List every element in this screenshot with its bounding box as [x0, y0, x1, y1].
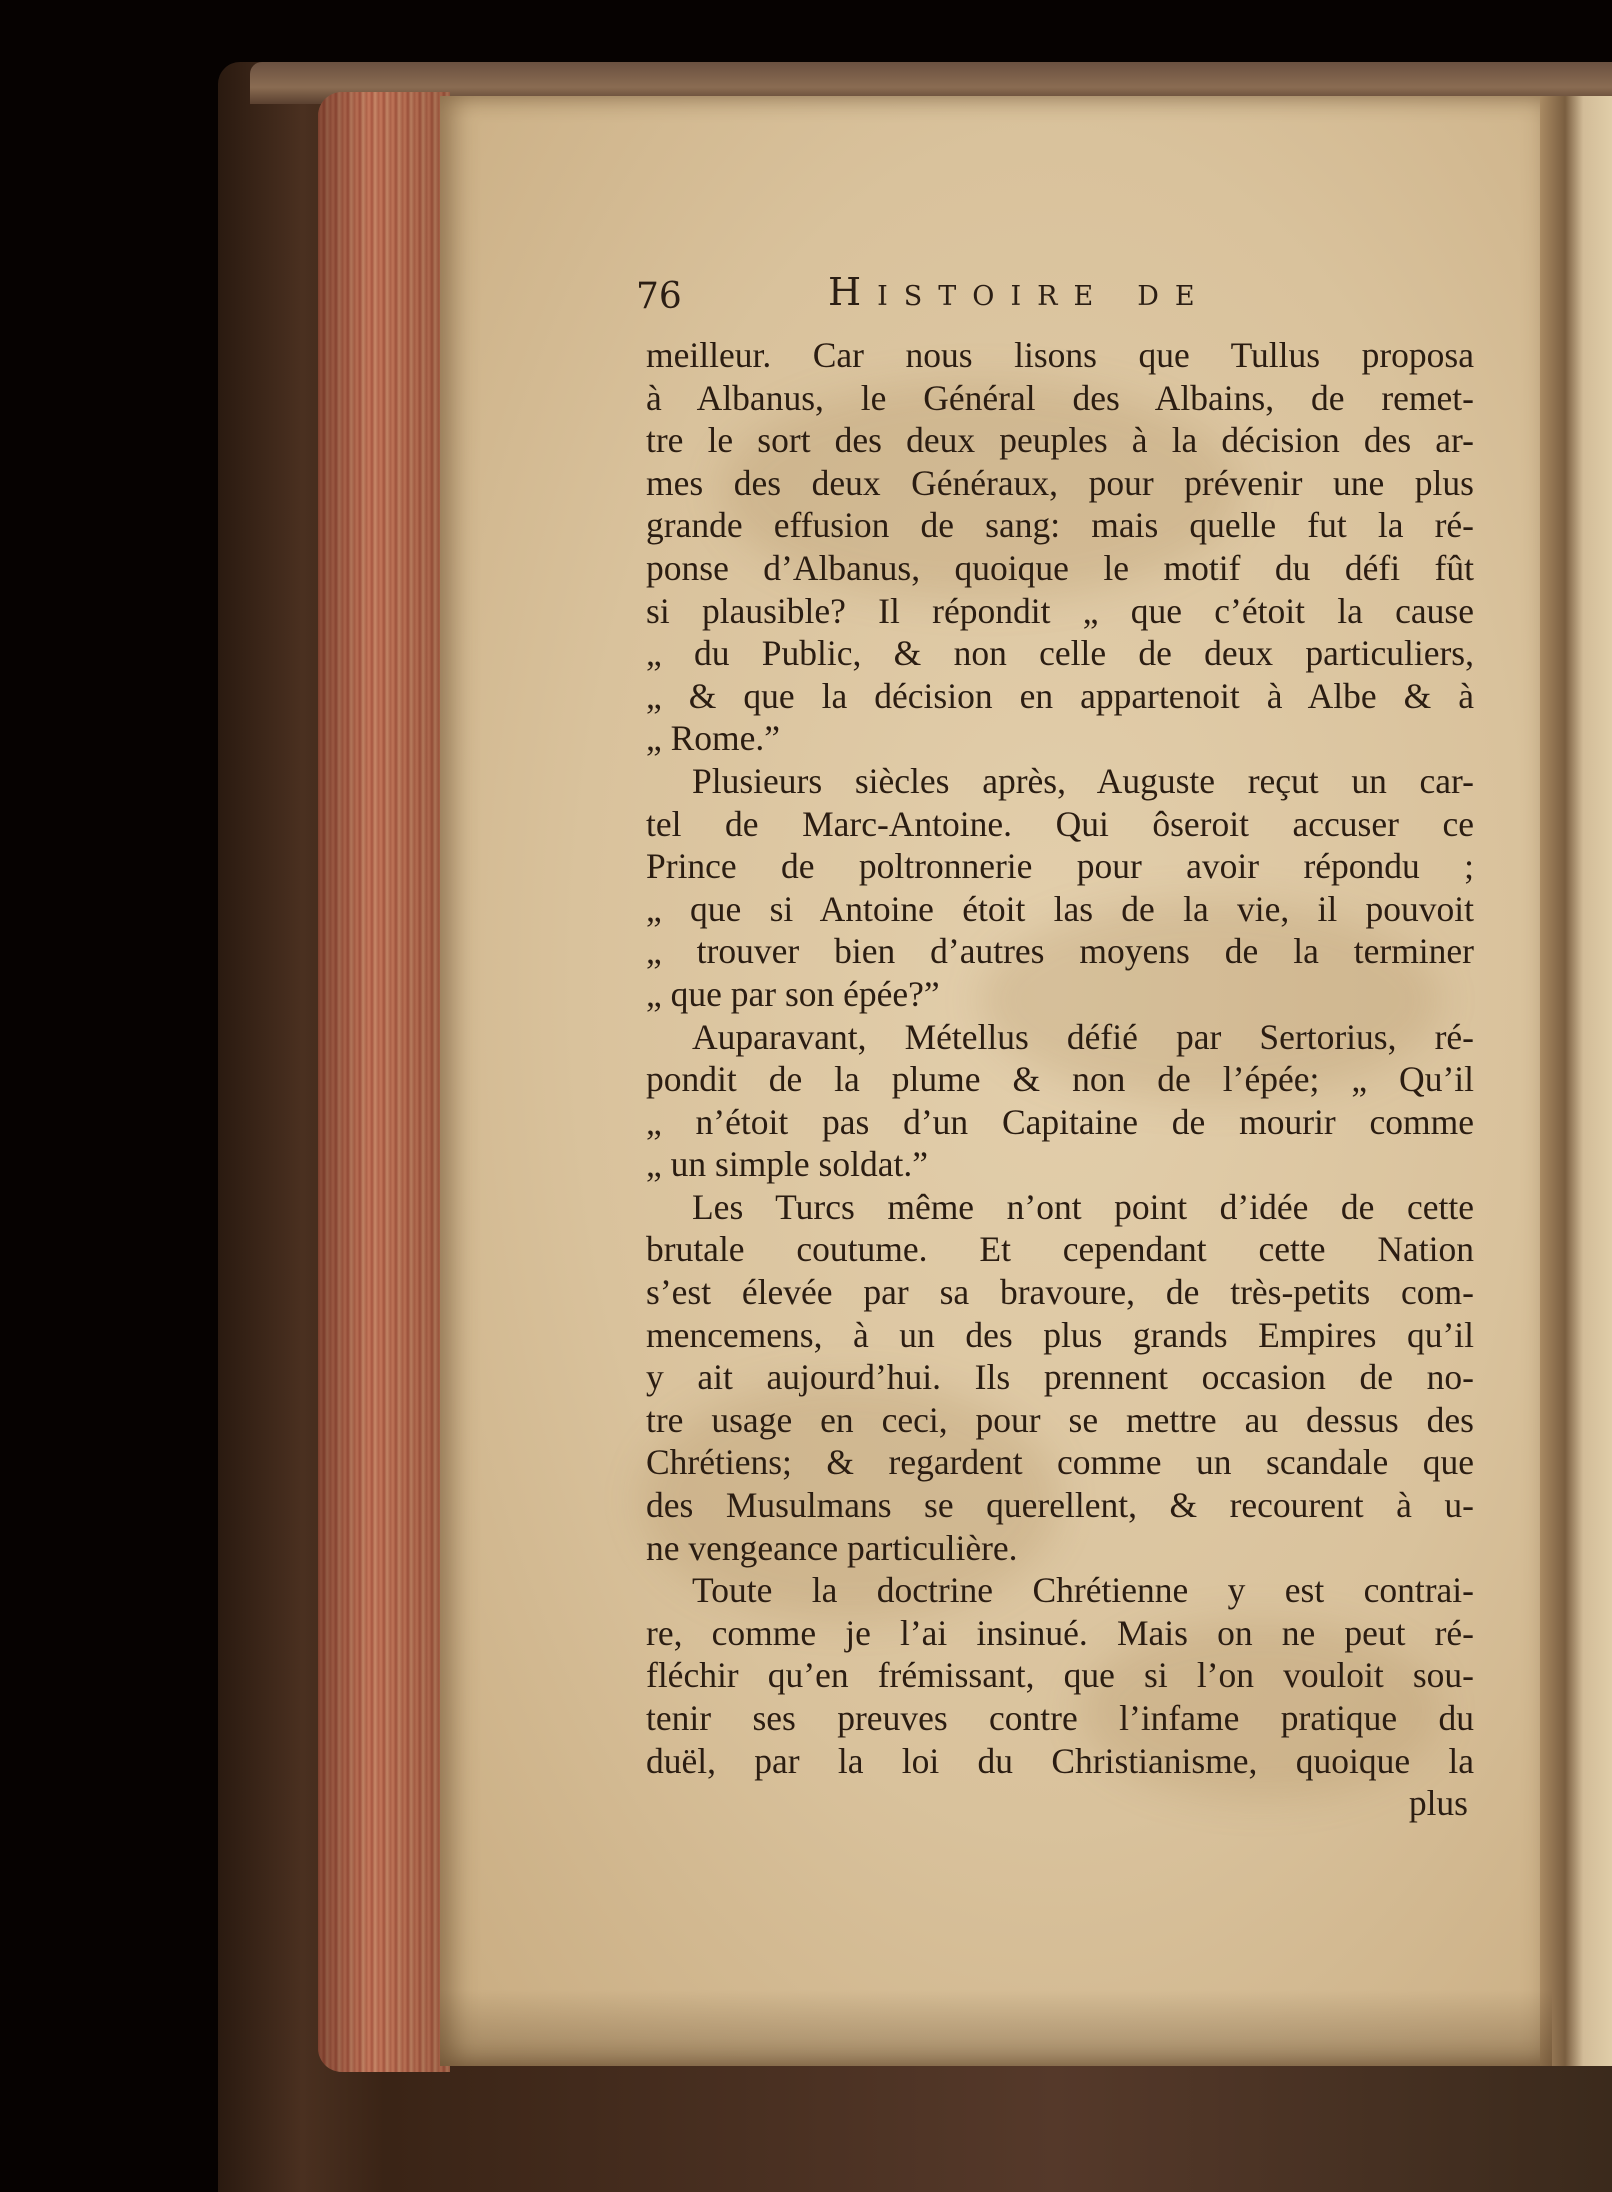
text-line: ne vengeance particulière. — [646, 1527, 1018, 1568]
text-line: duël, par la loi du Christianisme, quoique la — [646, 1740, 1474, 1781]
text-line: plus — [1408, 1783, 1468, 1824]
text-line: re, comme je l’ai insinué. Mais on ne peut ré- — [646, 1612, 1474, 1653]
text-line: à Albanus, le Général des Albains, de remet- — [646, 377, 1474, 418]
text-line: Chrétiens; & regardent comme un scandale que — [646, 1442, 1474, 1483]
text-line: „ trouver bien d’autres moyens de la terminer — [646, 931, 1474, 972]
text-line: s’est élevée par sa bravoure, de très-petits com- — [646, 1272, 1474, 1313]
text-line: tel de Marc-Antoine. Qui ôseroit accuser ce — [646, 803, 1474, 844]
text-line: „ du Public, & non celle de deux particuliers, — [646, 633, 1474, 674]
page-block-shade — [318, 92, 450, 2072]
text-line: Auparavant, Métellus défié par Sertorius, ré- — [692, 1016, 1474, 1057]
text-line: pondit de la plume & non de l’épée; „ Qu’il — [646, 1059, 1474, 1100]
text-line: ponse d’Albanus, quoique le motif du défi fût — [646, 547, 1474, 588]
text-line: grande effusion de sang: mais quelle fut la ré- — [646, 505, 1474, 546]
text-line: des Musulmans se querellent, & recourent à u- — [646, 1485, 1474, 1526]
text-line: „ Rome.” — [646, 718, 781, 759]
text-line: tenir ses preuves contre l’infame pratique du — [646, 1698, 1474, 1738]
running-head: Histoire de — [828, 270, 1211, 314]
text-line: mes des deux Généraux, pour prévenir une plus — [646, 462, 1474, 503]
text-line: y ait aujourd’hui. Ils prennent occasion de no- — [646, 1357, 1474, 1398]
body-text — [646, 334, 1474, 1825]
text-line: Plusieurs siècles après, Auguste reçut un car- — [692, 760, 1474, 801]
text-line: tre usage en ceci, pour se mettre au dessus des — [646, 1399, 1474, 1440]
text-line: „ que si Antoine étoit las de la vie, il pouvoit — [646, 888, 1474, 929]
page-bottom-shadow — [440, 1990, 1552, 2066]
text-line: meilleur. Car nous lisons que Tullus proposa — [646, 335, 1474, 375]
text-line: „ que par son épée?” — [646, 973, 940, 1014]
text-line: „ un simple soldat.” — [646, 1144, 928, 1185]
text-line: tre le sort des deux peuples à la décision des ar- — [646, 420, 1474, 461]
text-line: „ & que la décision en appartenoit à Albe & à — [646, 675, 1474, 716]
page-header — [636, 270, 1436, 334]
text-line: Prince de poltronnerie pour avoir répondu ; — [646, 846, 1474, 887]
text-line: mencemens, à un des plus grands Empires qu’il — [646, 1314, 1474, 1355]
text-line: „ n’étoit pas d’un Capitaine de mourir comme — [646, 1101, 1474, 1142]
text-line: si plausible? Il répondit „ que c’étoit la cause — [646, 590, 1474, 631]
page-number: 76 — [636, 276, 682, 317]
text-line: Toute la doctrine Chrétienne y est contrai- — [692, 1570, 1474, 1611]
page-gutter — [1540, 96, 1612, 2066]
text-line: brutale coutume. Et cependant cette Nation — [646, 1229, 1474, 1270]
text-line: Les Turcs même n’ont point d’idée de cette — [692, 1186, 1474, 1227]
text-line: fléchir qu’en frémissant, que si l’on vouloit sou- — [646, 1655, 1474, 1696]
